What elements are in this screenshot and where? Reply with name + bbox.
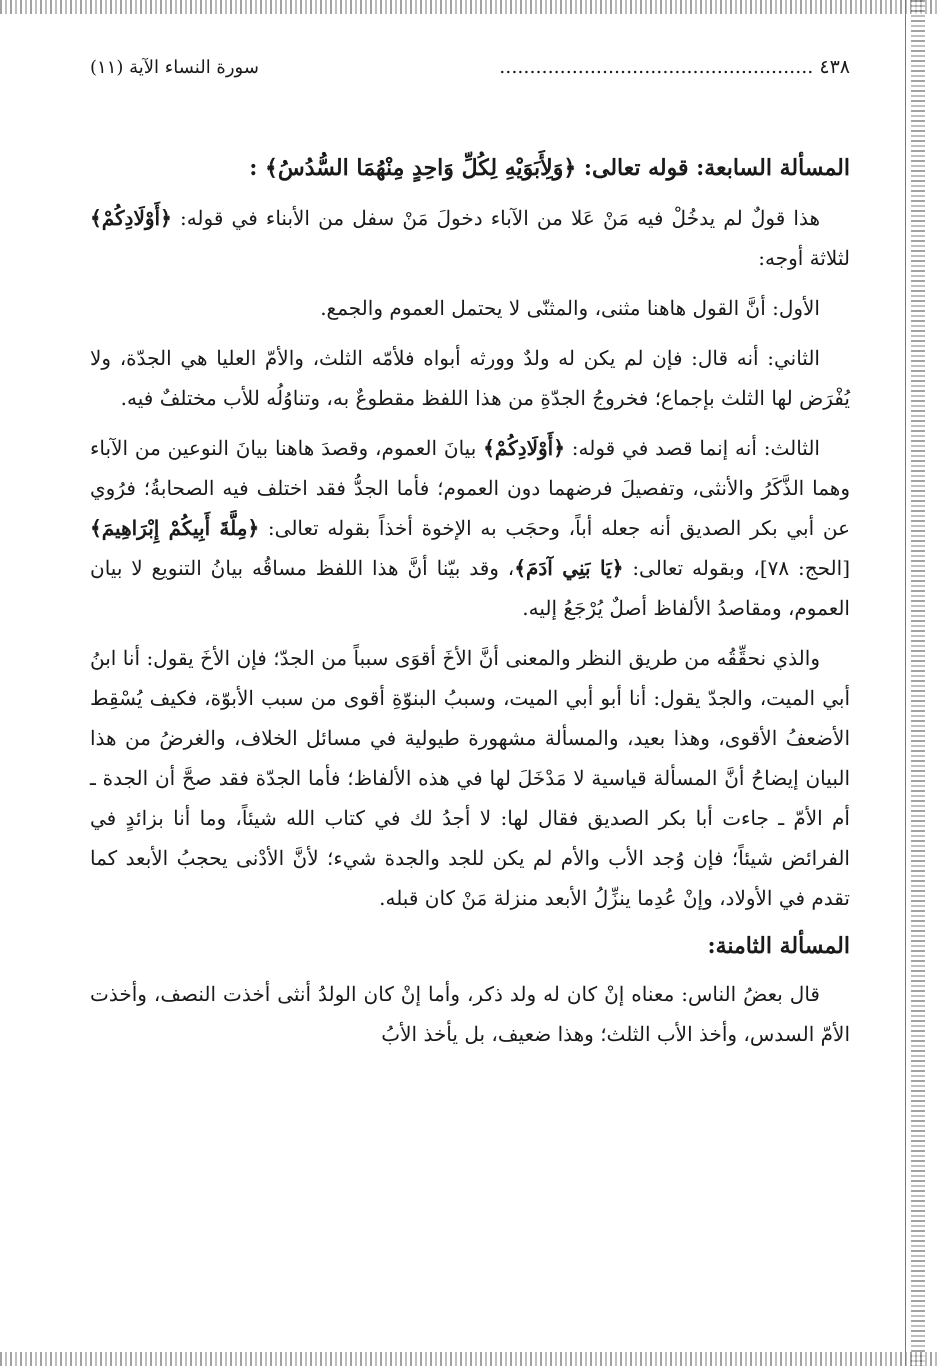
section-7-paragraph-5: والذي نحقِّقُه من طريق النظر والمعنى أنَّ الأخَ أقوَى سبباً من الجدّ؛ فإن الأخَ يقول: أنا ابنُ أبي الميت، والجدّ يقول: أنا أبو أبي الميت، وسببُ البنوّةِ أقوى من سبب الأبوّة، فكيف يُسْقِط الأضعفُ الأقوى، وهذا بعيد، والمسألة مشهورة طيولية في مسائل الخلاف، والغرضُ من هذا البيان إيضاحُ أنَّ المسألة قياسية لا مَدْخَلَ لها في هذه الألفاظ؛ فأما الجدّة فقد صحَّ أن الجدة ـ أم الأمّ ـ جاءت أبا بكر الصديق فقال لها: لا أجدُ لك في كتاب الله شيئاً، وما أنا بزائدٍ في الفرائض شيئاً؛ فإن وُجد الأب والأم لم يكن للجد والجدة شيء؛ لأنَّ الأدْنى يحجبُ الأبعد كما تقدم في الأولاد، وإنْ عُدِما ينزِّلُ الأبعد منزلة مَنْ كان قبله. (90, 646, 851, 910)
paragraph-text: لثلاثة أوجه: (758, 246, 850, 270)
quran-quote: ﴿أَوْلَادِكُمْ﴾ (483, 436, 565, 460)
paragraph-text: الثالث: أنه إنما قصد في قوله: (564, 436, 820, 460)
paragraph-text: [الحج: ٧٨]، وبقوله تعالى: (623, 556, 850, 580)
section-8-paragraph-1: قال بعضُ الناس: معناه إنْ كان له ولد ذكر، وأما إنْ كان الولدُ أنثى أخذت النصف، وأخذت الأمّ السدس، وأخذ الأب الثلث؛ وهذا ضعيف، بل يأخذ الأبُ (90, 982, 850, 1046)
book-page (90, 56, 850, 1346)
header-dots: .................................................... (499, 56, 814, 78)
section-7-paragraph-3: الثاني: أنه قال: فإن لم يكن له ولدٌ وورثه أبواه فلأمّه الثلث، والأمّ العليا هي الجدّة، ولا يُفْرَض لها الثلث بإجماع؛ فخروجُ الجدّةِ من هذا اللفظ مقطوعٌ به، وتناوُلُه للأب مختلفٌ فيه. (90, 346, 850, 410)
right-border-ornament (911, 0, 925, 1366)
running-head (90, 56, 850, 90)
paragraph-text: بيانَ العموم، وقصدَ هاهنا بيانَ النوعين من الآباء وهما الذَّكَرُ والأنثى، وتفصيلَ فرضهما دون العموم؛ فأما الجدُّ فقد اختلف فيه الصحابةُ؛ فرُوي عن أبي بكر الصديق أنه جعله أباً، وحجَب به الإخوة أخذاً بقوله تعالى: (90, 436, 851, 540)
paragraph-text: ، وقد بيّنا أنَّ هذا اللفظ مساقُه بيانُ التنويع لا بيان العموم، ومقاصدُ الألفاظ أصلٌ يُرْجَعُ إليه. (90, 556, 850, 620)
quran-quote: ﴿مِلَّةَ أَبِيكُمْ إِبْرَاهِيمَ﴾ (90, 516, 260, 540)
paragraph-text: هذا قولٌ لم يدخُلْ فيه مَنْ عَلا من الآباء دخولَ مَنْ سفل من الأبناء في قوله: (179, 206, 820, 230)
header-title: سورة النساء الآية (١١) (90, 57, 259, 78)
right-border-line (905, 0, 906, 1366)
section-7-paragraph-1 (90, 198, 850, 278)
section-7-paragraph-2: الأول: أنَّ القول هاهنا مثنى، والمثنّى لا يحتمل العموم والجمع. (320, 296, 820, 320)
top-border-ornament (0, 0, 939, 14)
quran-quote: ﴿يَا بَنِي آدَمَ﴾ (514, 556, 624, 580)
quran-quote: ﴿أَوْلَادِكُمْ﴾ (90, 206, 172, 230)
page-number: ٤٣٨ (819, 56, 850, 78)
section-7-heading: المسألة السابعة: قوله تعالى: ﴿وَلِأَبَوَيْهِ لِكُلِّ وَاحِدٍ مِنْهُمَا السُّدُسُ﴾ : (249, 155, 850, 181)
section-7-paragraph-4 (90, 428, 850, 628)
bottom-border-ornament (0, 1352, 939, 1366)
section-8-heading: المسألة الثامنة: (707, 933, 850, 959)
